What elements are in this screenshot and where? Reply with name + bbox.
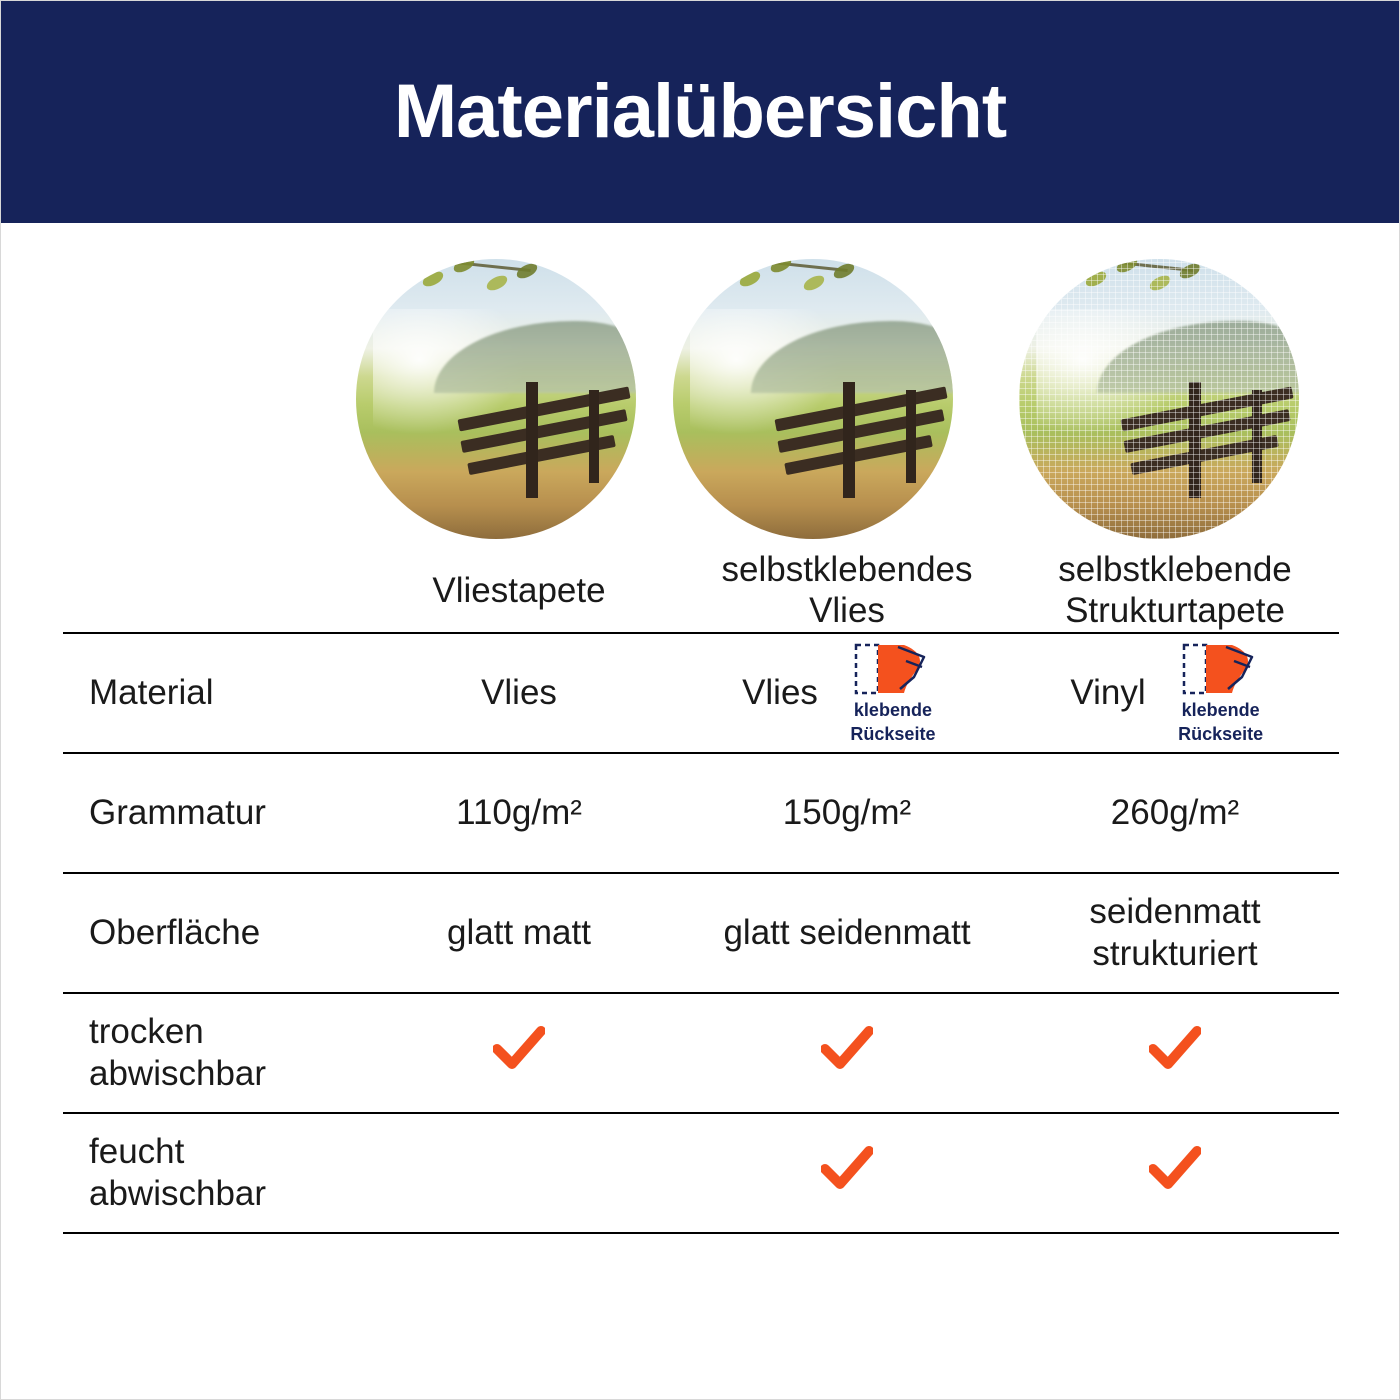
- table-row: [63, 873, 1339, 993]
- leaf-icon: [706, 260, 731, 279]
- leaf-icon: [1052, 260, 1077, 279]
- badge-line2: Rückseite: [1178, 723, 1264, 744]
- bench-post: [843, 382, 855, 498]
- row-label-feucht-abwischbar: feucht abwischbar: [63, 1113, 355, 1233]
- leaf-icon: [420, 270, 445, 289]
- adhesive-back-badge: [1162, 641, 1280, 743]
- cell-value: Vinyl: [1070, 672, 1146, 712]
- check-icon: [1149, 1145, 1201, 1191]
- cell-material-selbstklebendes-vlies: [683, 633, 1011, 753]
- adhesive-back-icon: [1182, 641, 1260, 697]
- badge-line1: klebende: [1181, 700, 1260, 721]
- cell-oberflaeche-selbstklebendes-vlies: glatt seidenmatt: [683, 873, 1011, 993]
- bench-post: [589, 390, 599, 483]
- column-header-selbstklebendes-vlies: selbstklebendes Vlies: [721, 550, 973, 631]
- bench-shape: [457, 382, 631, 511]
- table-row: [63, 993, 1339, 1113]
- bench-post: [1189, 382, 1201, 498]
- table-bottom-rule: [63, 1233, 1339, 1234]
- badge-line1: klebende: [853, 700, 932, 721]
- adhesive-back-icon: [854, 641, 932, 697]
- cell-material-vliestapete: [355, 633, 683, 753]
- cell-grammatur-selbstklebendes-vlies: 150g/m²: [683, 753, 1011, 873]
- leaf-icon: [737, 270, 762, 289]
- page-header: [1, 1, 1399, 223]
- leaf-icon: [1083, 270, 1108, 289]
- table-header-row: [63, 549, 1339, 633]
- bench-post: [526, 382, 538, 498]
- row-label-oberflaeche: Oberfläche: [63, 873, 355, 993]
- material-comparison-table: [63, 549, 1339, 1234]
- leaf-icon: [389, 260, 414, 279]
- leaf-icon: [802, 274, 827, 293]
- sample-photo: [673, 259, 953, 539]
- cell-grammatur-vliestapete: 110g/m²: [355, 753, 683, 873]
- cell-feucht-selbstklebendes-vlies: [683, 1113, 1011, 1233]
- row-label-material: Material: [63, 633, 355, 753]
- sample-photo: [356, 259, 636, 539]
- swatch-selbstklebende-strukturtapete: [1019, 259, 1299, 539]
- cell-value: Vlies: [742, 672, 818, 712]
- leaf-icon: [485, 274, 510, 293]
- cell-feucht-strukturtapete: [1011, 1113, 1339, 1233]
- branch-leaves: [1041, 259, 1237, 326]
- cell-material-strukturtapete: [1011, 633, 1339, 753]
- badge-line2: Rückseite: [850, 723, 936, 744]
- check-icon: [821, 1025, 873, 1071]
- leaf-icon: [831, 262, 856, 281]
- check-icon: [493, 1025, 545, 1071]
- cell-trocken-strukturtapete: [1011, 993, 1339, 1113]
- table-row: [63, 633, 1339, 753]
- swatch-vliestapete: [356, 259, 636, 539]
- leaf-icon: [1148, 274, 1173, 293]
- bench-post: [906, 390, 916, 483]
- column-header-vliestapete: Vliestapete: [432, 570, 606, 610]
- header-corner-cell: [63, 549, 355, 633]
- sample-photo: [1019, 259, 1299, 539]
- swatch-row: [1, 259, 1400, 549]
- check-icon: [1149, 1025, 1201, 1071]
- row-label-grammatur: Grammatur: [63, 753, 355, 873]
- table-row: [63, 1113, 1339, 1233]
- cell-value: Vlies: [481, 672, 557, 712]
- column-header-selbstklebende-strukturtapete: selbstklebende Strukturtapete: [1058, 550, 1292, 631]
- swatch-selbstklebendes-vlies: [673, 259, 953, 539]
- bench-post: [1252, 390, 1262, 483]
- branch-leaves: [378, 259, 574, 326]
- cell-oberflaeche-vliestapete: glatt matt: [355, 873, 683, 993]
- cell-trocken-vliestapete: [355, 993, 683, 1113]
- cell-trocken-selbstklebendes-vlies: [683, 993, 1011, 1113]
- branch-leaves: [695, 259, 891, 326]
- bench-shape: [1120, 382, 1294, 511]
- adhesive-back-badge: [834, 641, 952, 743]
- table-row: [63, 753, 1339, 873]
- bench-shape: [774, 382, 948, 511]
- check-icon: [821, 1145, 873, 1191]
- page-title: Materialübersicht: [393, 69, 1007, 154]
- cell-grammatur-strukturtapete: 260g/m²: [1011, 753, 1339, 873]
- leaf-icon: [1177, 262, 1202, 281]
- cell-feucht-vliestapete: [355, 1113, 683, 1233]
- cell-oberflaeche-strukturtapete: seidenmatt strukturiert: [1011, 873, 1339, 993]
- row-label-trocken-abwischbar: trocken abwischbar: [63, 993, 355, 1113]
- leaf-icon: [514, 262, 539, 281]
